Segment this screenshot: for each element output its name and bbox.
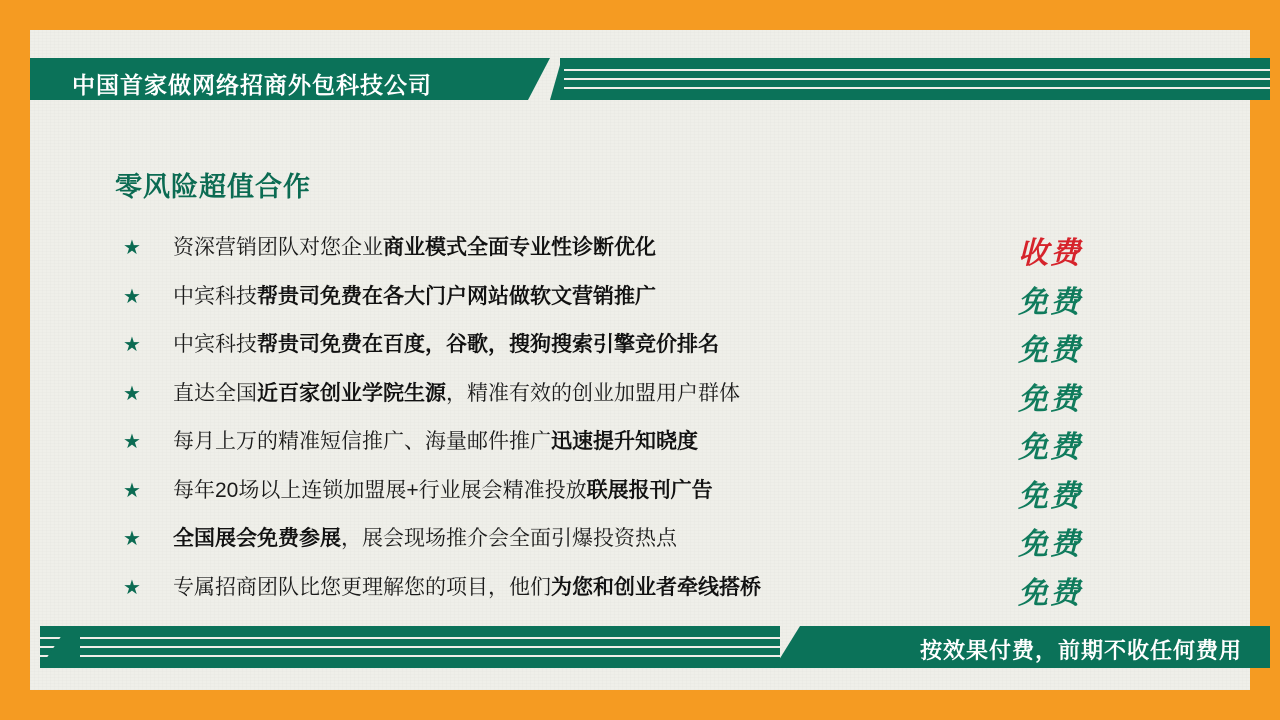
list-item bbox=[115, 521, 1115, 570]
list-item-text bbox=[173, 573, 761, 603]
footer-stripe-decoration bbox=[40, 626, 780, 668]
list-item bbox=[115, 570, 1115, 619]
price-label: 免费 bbox=[1018, 575, 1082, 611]
list-item-text bbox=[173, 330, 719, 360]
star-icon: ★ bbox=[123, 431, 141, 453]
list-item-text bbox=[173, 282, 656, 312]
header-stripe-line bbox=[560, 78, 1270, 80]
star-icon: ★ bbox=[123, 479, 141, 502]
list-item-text-plain: 中宾科技 bbox=[173, 333, 257, 356]
price-label: 免费 bbox=[1018, 430, 1082, 465]
header-banner bbox=[30, 58, 1270, 100]
list-item-text-tail: ，展会现场推介会全面引爆投资热点 bbox=[341, 527, 677, 550]
list-item-text bbox=[173, 427, 698, 457]
list-item-text bbox=[173, 233, 656, 263]
list-item-text-bold: 帮贵司免费在各大门户网站做软文营销推广 bbox=[257, 284, 656, 308]
footer-banner bbox=[30, 626, 1270, 668]
footer-stripe-line bbox=[40, 646, 780, 648]
list-item-text-bold: 联展报刊广告 bbox=[586, 478, 713, 502]
star-icon: ★ bbox=[123, 382, 141, 405]
header-title: 中国首家做网络招商外包科技公司 bbox=[72, 72, 432, 98]
price-label: 免费 bbox=[1018, 478, 1082, 514]
star-icon: ★ bbox=[123, 334, 141, 356]
header-stripe-line bbox=[560, 69, 1270, 71]
list-item-text-plain: 资深营销团队对您企业 bbox=[173, 236, 383, 259]
header-stripe-cap bbox=[550, 58, 564, 100]
section-title: 零风险超值合作 bbox=[115, 172, 311, 202]
list-item-text-plain: 专属招商团队比您更理解您的项目，他们 bbox=[173, 575, 551, 599]
list-item-text-tail: ，精准有效的创业加盟用户群体 bbox=[446, 381, 740, 405]
price-label: 免费 bbox=[1018, 381, 1082, 417]
list-item-text-bold: 近百家创业学院生源 bbox=[257, 381, 446, 405]
list-item-text bbox=[173, 476, 713, 506]
list-item-text-bold: 为您和创业者牵线搭桥 bbox=[551, 575, 761, 599]
list-item-text-bold: 迅速提升知晓度 bbox=[551, 430, 698, 453]
list-item bbox=[115, 230, 1115, 279]
list-item bbox=[115, 424, 1115, 473]
list-item bbox=[115, 376, 1115, 425]
list-item-text bbox=[173, 524, 677, 554]
slide-paper-panel bbox=[30, 30, 1250, 690]
list-item-text bbox=[173, 379, 740, 409]
footer-text: 按效果付费，前期不收任何费用 bbox=[919, 638, 1242, 663]
list-item-text-plain: 每年20场以上连锁加盟展+行业展会精准投放 bbox=[173, 478, 587, 502]
header-stripe-line bbox=[560, 87, 1270, 89]
price-label: 免费 bbox=[1018, 333, 1082, 368]
footer-stripe-line bbox=[40, 655, 780, 657]
list-item-text-plain: 直达全国 bbox=[173, 381, 257, 405]
list-item bbox=[115, 279, 1115, 328]
list-item-text-bold: 全国展会免费参展 bbox=[173, 527, 341, 550]
list-item-text-plain: 每月上万的精准短信推广、海量邮件推广 bbox=[173, 430, 551, 453]
list-item-text-bold: 帮贵司免费在百度，谷歌，搜狗搜索引擎竞价排名 bbox=[257, 333, 719, 356]
price-label: 免费 bbox=[1018, 527, 1082, 562]
header-stripe-decoration bbox=[560, 58, 1270, 100]
star-icon: ★ bbox=[123, 237, 141, 259]
footer-stripe-line bbox=[40, 637, 780, 639]
benefits-list bbox=[115, 230, 1115, 618]
list-item-text-plain: 中宾科技 bbox=[173, 284, 257, 308]
star-icon: ★ bbox=[123, 528, 141, 550]
list-item-text-bold: 商业模式全面专业性诊断优化 bbox=[383, 236, 656, 259]
list-item bbox=[115, 327, 1115, 376]
list-item bbox=[115, 473, 1115, 522]
price-label: 免费 bbox=[1018, 284, 1082, 320]
star-icon: ★ bbox=[123, 285, 141, 308]
price-label: 收费 bbox=[1018, 236, 1082, 271]
star-icon: ★ bbox=[123, 576, 141, 599]
